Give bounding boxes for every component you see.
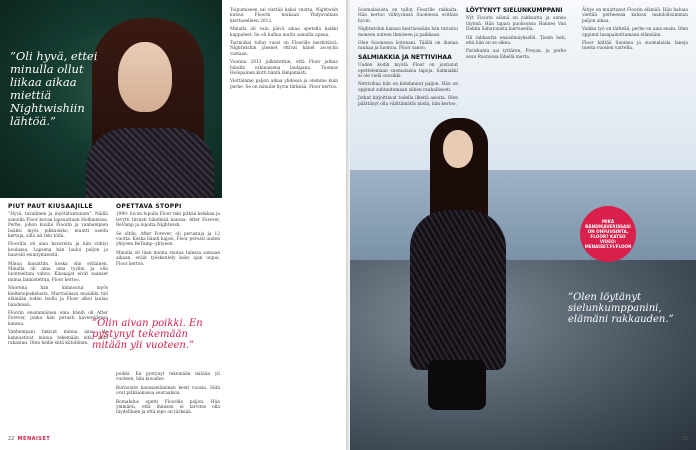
paragraph: Nuorena hän kiinnostui myös kieltenopiskelusta. Murrosiässä musiikki tuli elämään toden teolla ja Floor alkoi laulaa bändeissä. <box>8 286 108 308</box>
section-heading: SALMIAKKIA JA NETTIVIHAA <box>358 53 452 61</box>
paragraph: Floorin ensimmäinen oma bändi oli After Forever, jonka hän perusti kavereidensa kanssa. <box>8 310 108 327</box>
paragraph: Uuden kodin myötä Floor on joutunut opettelemaan suomalaisia tapoja. Salmiakki ei ole vielä suosikki. <box>358 63 458 80</box>
section-heading: OPETTAVA STOPPI <box>116 203 182 210</box>
paragraph: Pariskunta sai tyttären, Freyan, ja perhe asuu Ruotsissa lähellä merta. <box>466 49 566 60</box>
portrait-photo <box>0 0 222 198</box>
paragraph: Romahdus opetti Floorille paljon. Hän ymmärsi, että ihmisen ei tarvitse olla täydellinen ja että lepo on tärkeää. <box>116 399 220 416</box>
page-number: 23 <box>681 436 688 442</box>
paragraph: Se oltiin, After Forever, oli perustaja ja 12 vuotta. Koska bändi hajosi, Floor perusti uuden yhtyeen ReVamp -yhtyeen. <box>116 231 220 248</box>
paragraph: ”Hyvä, tavallinen ja myötätuntoinen”. Näillä sanoilla Floor kuvaa lapsuuttaan Hollannissa. Perhe, johon kuului Floorin ja vanhempien lisäksi myös pikkusisko, muutti useita kertoja, sillä isä teki töitä. <box>8 212 108 240</box>
section-heading: PIUT PAUT KIUSAAJILLE <box>8 203 93 210</box>
paragraph: poikki. En pystynyt tekemään mitään yli vuoteen, hän kuvailee. <box>116 372 220 383</box>
video-badge[interactable] <box>580 206 636 262</box>
left-column-3 <box>230 8 338 93</box>
section-heading: LÖYTYNYT SIELUNKUMPPANI <box>466 7 563 14</box>
right-page <box>350 0 696 450</box>
hero-quote: ”Oli hyvä, ettei minulla ollut liikaa aikaa miettiä Nightwishiin lähtöä.” <box>10 49 98 128</box>
paragraph: Nightwishin kanssa kiertäessään hän tutustui moneen uuteen ihmiseen ja paikkaan. <box>358 27 458 38</box>
page-folio <box>8 436 50 442</box>
page-number: 22 <box>8 436 15 442</box>
paragraph: Suomalaisista on tullut Floorille rakkaita. Hän kertoo viihtyvänsä Suomessa erittäin hyvin. <box>358 8 458 24</box>
paragraph: Tarinoiksi tullut vuosi on Floorille merkittävä. Nightwishin jäsenet ottivat hänet avosylin vastaan. <box>230 41 338 57</box>
paragraph: Minua kiusattiin, koska olin erilainen. Minulla oli aina oma tyylini ja olin luonteeltani vahva. Kiusaajat eivät saaneet minua lannistettua, Floor kertoo. <box>8 261 108 283</box>
paragraph: Viettämme paljon aikaa yhdessä ja olemme kuin perhe. Se on minulle hyvin tärkeää, Floor kertoo. <box>230 79 338 90</box>
model-boots <box>428 360 486 410</box>
left-column-2-continued <box>116 372 220 419</box>
paragraph: Vanhempani tukivat minua aina. He kannustivat minua tekemään sitä, mitä rakastan. Olen heille siitä kiitollinen. <box>8 330 108 346</box>
paragraph: Floor kiittää Suomea ja suomalaisia faneja tuesta vuosien varrella. <box>582 41 688 52</box>
paragraph: Toipumiseen sai viettää kaksi vuotta. Nightwish kutsui Floorin mukaan Yhdysvaltain kiertueelleen 2012. <box>230 8 338 24</box>
portrait-dress <box>86 128 214 198</box>
right-column-3 <box>582 8 688 55</box>
paragraph: Vaikka työ on tärkeää, perhe on aina ensin. Olen oppinut tasapainottamaan elämääni. <box>582 27 688 38</box>
paragraph: Olen Suomessa kotonani. Täällä on ihanaa rauhaa ja luontoa, Floor sanoo. <box>358 41 458 52</box>
paragraph: Jotkut kirjoittavat todella ilkeitä asioita. Olen päättänyt olla välittämättä niistä, hän kertoo. <box>358 96 458 107</box>
paragraph: Äitiys on muuttanut Floorin elämää. Hän haluaa viettää perheensä kanssa mahdollisimman paljon aikaa. <box>582 8 688 24</box>
paragraph: Burnoutin kanssaeläminen kesti vuosia. Siitä ovat pitkäaikaisia seurauksia. <box>116 385 220 397</box>
left-page <box>0 0 346 450</box>
badge-text: MIKÄ BÄNDIKAVERISSASI ON ONFUUSINTA, FLOOR? KATSO VIDEO: MENAISET.FI/FLOOR <box>584 219 632 249</box>
right-column-2 <box>466 8 566 63</box>
pull-quote: ”Olin aivan poikki. En pystynyt tekemään mitään yli vuoteen.” <box>92 318 203 351</box>
pull-quote: ”Olen löytänyt sielunkumppanini, elämäni rakkauden.” <box>568 292 674 325</box>
portrait-face <box>118 42 172 112</box>
left-column-2 <box>116 202 220 270</box>
rocks-background <box>350 260 696 450</box>
paragraph: Nyt Floorin elämä on rakkautta ja onnea täynnä. Hän tapasi puolisonsa Hannes Van Dahlin Sabatonista kiertueella. <box>466 16 566 33</box>
paragraph: Floorilla oli aina kavereita ja hän viihtyi koulussa. Lapsena hän lauloi paljon ja haaveili esiintymisestä. <box>8 242 108 259</box>
paragraph: 1990- luvun lopulla Floor teki pitkää keikkaa ja levytti tiiviisti bändinsä kanssa. After Forever, ReVamp ja lopulta Nightwish. <box>116 212 220 229</box>
paragraph: Nettivihaa hän on kohdannut paljon. Hän on oppinut suhtautumaan siihen rauhallisesti. <box>358 82 458 93</box>
model-dress <box>410 210 506 370</box>
paragraph: Minulla oli liian monta rautaa tulessa samaan aikaan, eräät työskentely koko ajan uupui, Floor kertoo. <box>116 250 220 267</box>
magazine-name: MENAISET <box>17 436 51 442</box>
paragraph: Minulla oli vain päivä aikaa opetella kaikki kappaleet. Se oli hullua mutta samalla upeaa. <box>230 27 338 38</box>
model-face <box>443 130 473 168</box>
right-column-1 <box>358 8 458 110</box>
paragraph: Oli rakkautta ensisilmäyksellä. Tiesin heti, että hän on se oikea. <box>466 35 566 47</box>
paragraph: Vuonna 2013 julkistettiin, että Floor jatkaa bändin vakinaisena laulajana. Tuomas Holopainen kiitti häntä lämpimästi. <box>230 60 338 77</box>
